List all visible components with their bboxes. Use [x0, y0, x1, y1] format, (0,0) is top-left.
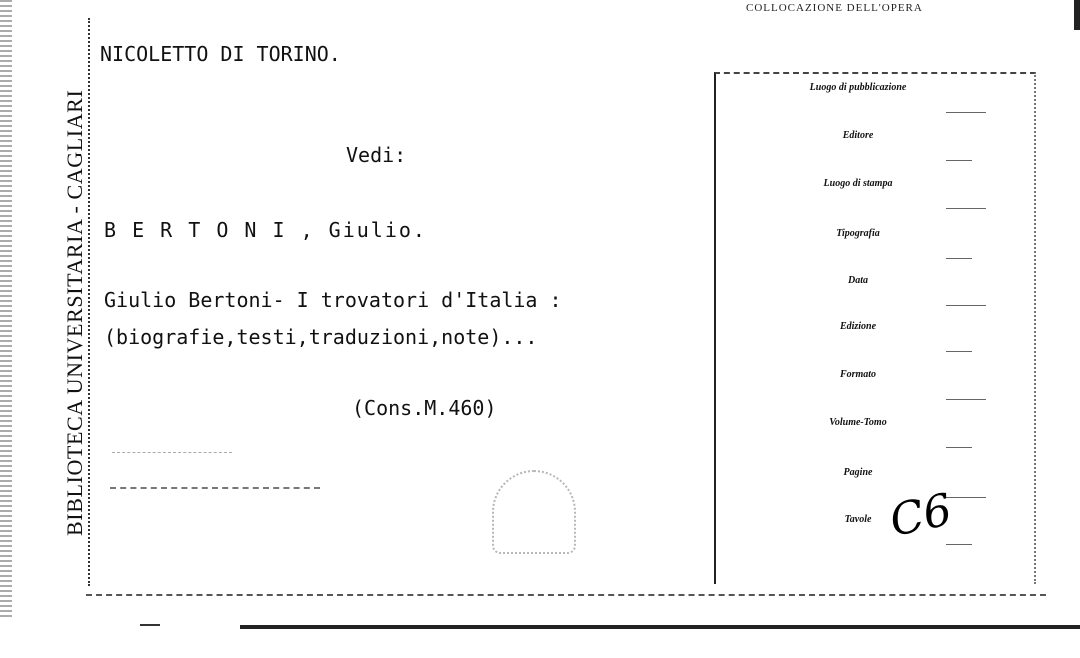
library-stamp: BIBLIOTECA UNIVERSITARIA - CAGLIARI	[62, 89, 87, 536]
shelfmark: (Cons.M.460)	[352, 396, 497, 420]
author-heading: NICOLETTO DI TORINO.	[100, 42, 341, 66]
form-field-label: Pagine	[843, 467, 873, 478]
faint-dashed-mark	[110, 487, 320, 489]
margin-line	[88, 18, 90, 586]
form-field-line	[946, 112, 986, 113]
faded-stamp	[492, 470, 576, 554]
bottom-dashed-line	[86, 594, 1046, 596]
handwritten-value: C6	[885, 484, 957, 547]
form-field-line	[946, 258, 972, 259]
form-field-label: Luogo di pubblicazione	[809, 82, 907, 93]
form-field-label: Luogo di stampa	[823, 178, 893, 189]
form-field-line	[946, 497, 986, 498]
form-field-label: Volume-Tomo	[829, 417, 887, 428]
form-field-line	[946, 305, 986, 306]
form-field-line	[946, 544, 972, 545]
form-field-label: Tavole	[844, 514, 872, 525]
faint-dashed-mark	[112, 452, 232, 453]
form-field-line	[946, 399, 986, 400]
bottom-edge-line	[240, 625, 1080, 629]
form-field-line	[946, 160, 972, 161]
form-field-label: Tipografia	[836, 228, 880, 239]
form-field-line	[946, 351, 972, 352]
form-header: COLLOCAZIONE DELL'OPERA	[746, 2, 923, 14]
bottom-edge-mark	[140, 624, 160, 626]
form-field-line	[946, 447, 972, 448]
title-line-2: (biografie,testi,traduzioni,note)...	[104, 325, 538, 349]
see-reference-label: Vedi:	[346, 143, 407, 167]
title-line-1: Giulio Bertoni- I trovatori d'Italia :	[104, 288, 562, 312]
form-field-label: Edizione	[839, 321, 877, 332]
scan-right-edge	[1074, 0, 1080, 30]
form-field-label: Formato	[839, 369, 877, 380]
form-field-label: Editore	[842, 130, 874, 141]
scan-edge-noise	[0, 0, 12, 620]
form-field-label: Data	[848, 275, 868, 286]
cross-reference-name: B E R T O N I , Giulio.	[104, 218, 427, 242]
form-field-line	[946, 208, 986, 209]
